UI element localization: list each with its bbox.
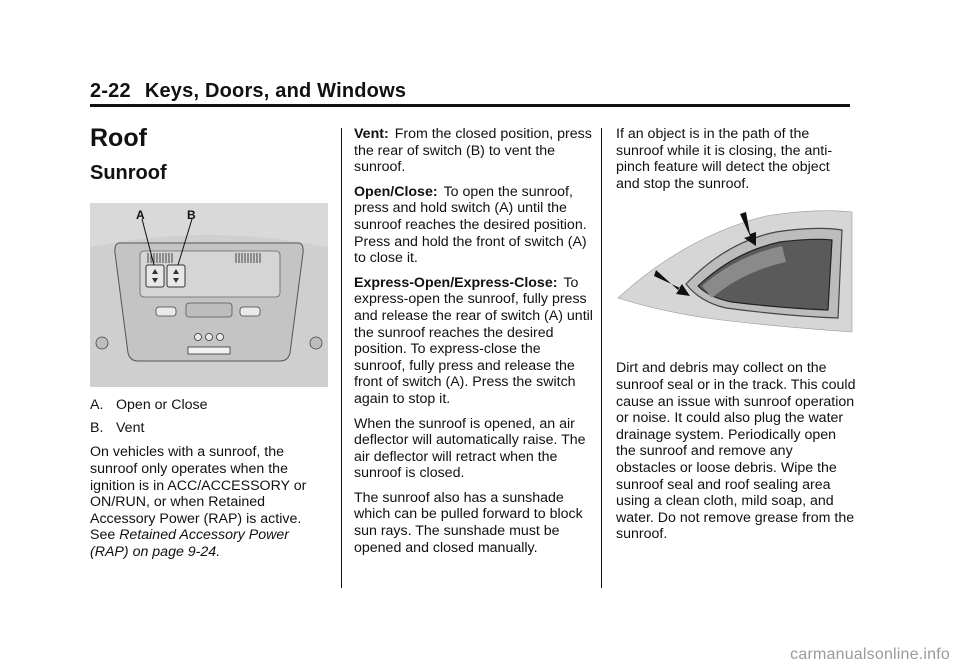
paragraph-express [354,275,594,408]
paragraph-vent [354,126,594,176]
legend-letter-a: A. [90,397,104,414]
page-number: 2-22 [90,80,131,102]
paragraph-end: . [216,543,221,560]
paragraph-sunshade: The sunroof also has a sunshade which can be pulled forward to block sun rays. The sunshade must be opened and closed manually. [354,489,583,556]
legend-text-a: Open or Close [116,397,208,414]
legend-text-b: Vent [116,419,145,436]
term-express: Express-Open/Express-Close: [354,274,558,291]
column-3 [616,126,856,551]
see-text: See [90,527,120,544]
section-title: Keys, Doors, and Windows [144,80,407,102]
figure-label-b: B [187,208,196,223]
term-open-close: Open/Close: [354,183,438,200]
paragraph-open-close [354,184,594,267]
header-rule [90,104,850,107]
paragraph-anti-pinch: If an object is in the path of the sunroof while it is closing, the anti-pinch feature will detect the object and stop the sunroof. [616,126,833,192]
vent-text: From the closed position, press the rear of switch (B) to vent the sunroof. [354,126,592,176]
heading-roof: Roof [90,124,147,152]
paragraph-sunroof-operation [90,444,328,560]
legend-letter-b: B. [90,419,104,436]
column-2 [354,126,594,564]
column-divider-1 [341,128,342,588]
heading-sunroof: Sunroof [90,161,167,184]
express-text: To express-open the sunroof, fully press and release the rear of switch (A) until the sunroof reaches the desired position. To express-close the sunroof, fully press and release the front of switch (A). Press the switch again to stop it. [354,274,593,407]
sunroof-illustration [616,206,854,346]
open-close-text: To open the sunroof, press and hold switch (A) until the sunroof reaches the desired position. Press and hold the front of switch (A) to close it. [354,183,587,267]
paragraph-air-deflector: When the sunroof is opened, an air deflector will automatically raise. The air deflector will retract when the sunroof is closed. [354,415,586,482]
figure-label-a: A [136,208,145,223]
overhead-console-illustration [90,203,328,387]
paragraph-dirt-debris: Dirt and debris may collect on the sunroof seal or in the track. This could cause an issue with sunroof operation or noise. It could also plug the water drainage system. Periodically open the sunroof and remove any obstacles or loose debris. Wipe the sunroof seal and roof sealing area using a clean cloth, mild soap, and water. Do not remove grease from the sunroof. [616,360,856,543]
legend-item-b [90,420,328,437]
paragraph-main-text: On vehicles with a sunroof, the sunroof only operates when the ignition is in ACC/ACCESSORY or ON/RUN, or when Retained Accessory Power (RAP) is active. [90,444,307,527]
page-header [90,80,406,103]
watermark: carmanualsonline.info [790,646,950,663]
term-vent: Vent: [354,126,389,142]
rap-page-reference[interactable]: Retained Accessory Power (RAP) on page 9-24 [90,527,289,560]
column-1 [90,120,328,569]
legend-item-a [90,397,328,414]
column-divider-2 [601,128,602,588]
